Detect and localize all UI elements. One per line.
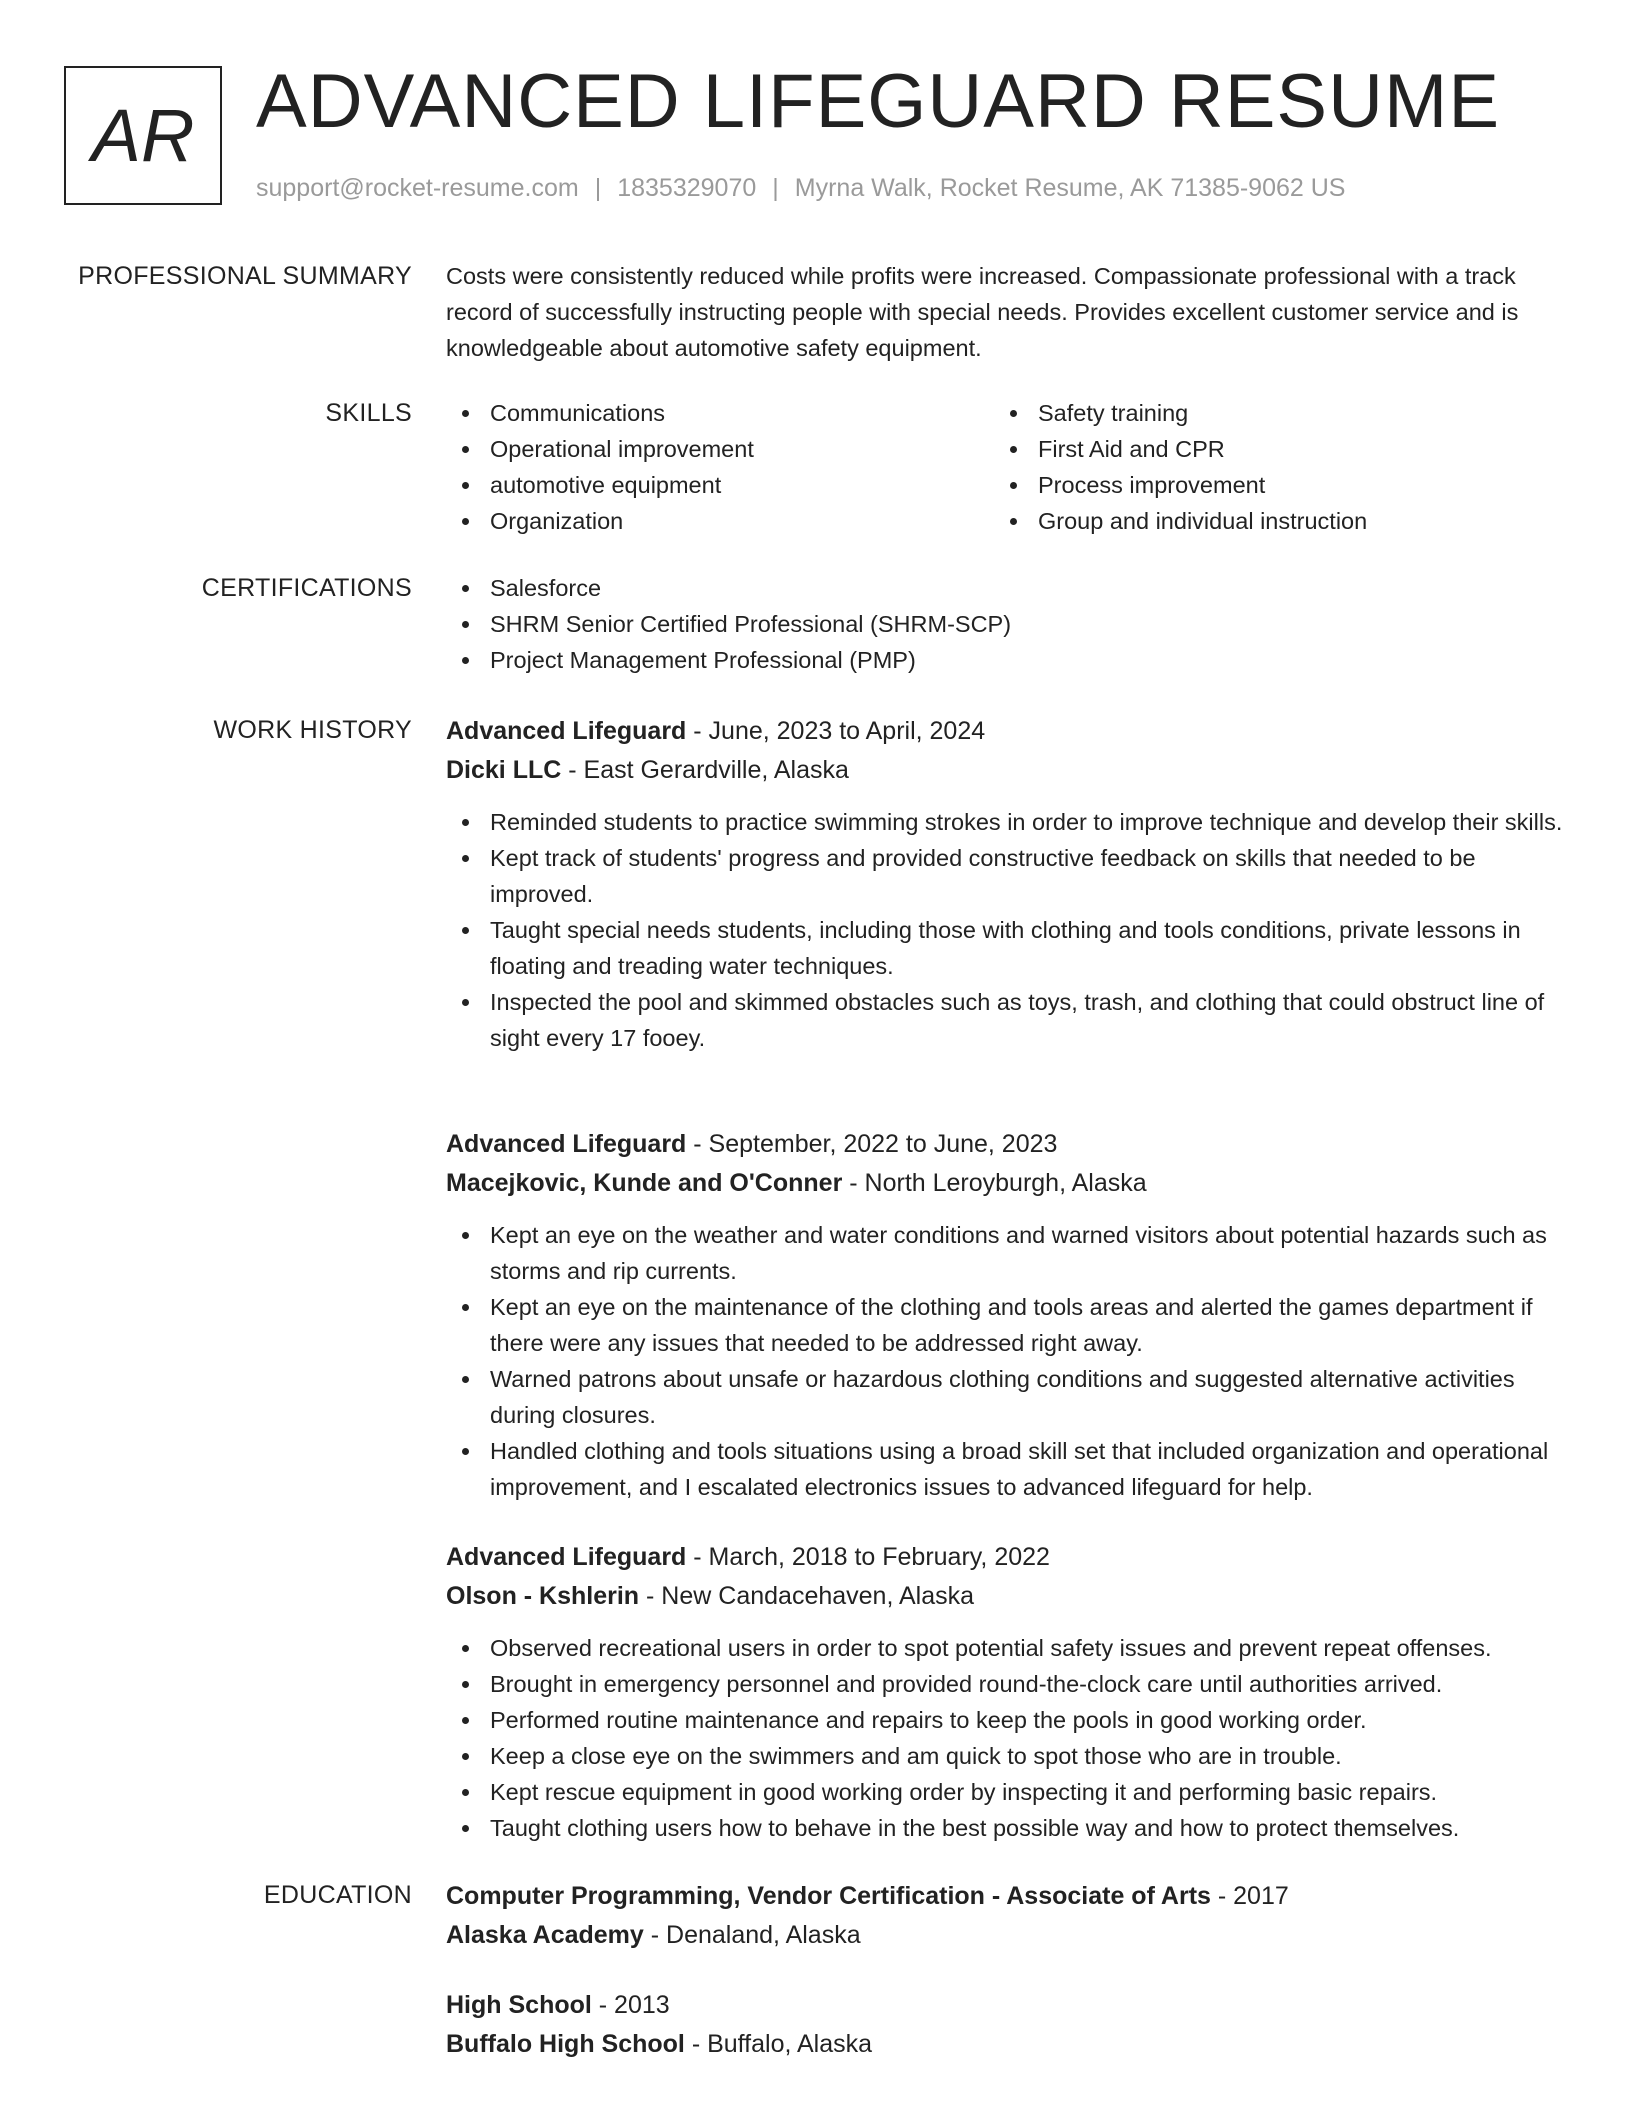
job-company: Macejkovic, Kunde and O'Conner bbox=[446, 1169, 843, 1197]
job-duty: Handled clothing and tools situations using a broad skill set that included organization and operational improvement, and I escalated electronics issues to advanced lifeguard for help. bbox=[446, 1433, 1564, 1505]
contact-line bbox=[256, 174, 1345, 203]
section-label-summary: PROFESSIONAL SUMMARY bbox=[78, 262, 412, 290]
job-title-line bbox=[446, 1538, 1564, 1577]
job-company-line bbox=[446, 1164, 1564, 1203]
job-entry bbox=[446, 712, 1564, 1056]
job-title: Advanced Lifeguard bbox=[446, 1543, 687, 1571]
skill-item: Group and individual instruction bbox=[994, 503, 1542, 539]
education-degree: Computer Programming, Vendor Certification - Associate of Arts bbox=[446, 1882, 1211, 1910]
monogram-box bbox=[64, 66, 222, 205]
job-duty: Warned patrons about unsafe or hazardous clothing conditions and suggested alternative activities during closures. bbox=[446, 1361, 1564, 1433]
skill-item: Operational improvement bbox=[446, 431, 994, 467]
job-company: Olson - Kshlerin bbox=[446, 1582, 640, 1610]
job-entry bbox=[446, 1538, 1564, 1846]
job-title-line bbox=[446, 1125, 1564, 1164]
skill-item: Organization bbox=[446, 503, 994, 539]
job-duty: Keep a close eye on the swimmers and am quick to spot those who are in trouble. bbox=[446, 1738, 1564, 1774]
job-dates: - September, 2022 to June, 2023 bbox=[686, 1130, 1058, 1158]
job-duty: Kept rescue equipment in good working order by inspecting it and performing basic repairs. bbox=[446, 1774, 1564, 1810]
education-location: - Denaland, Alaska bbox=[643, 1921, 861, 1949]
skill-item: First Aid and CPR bbox=[994, 431, 1542, 467]
summary-text: Costs were consistently reduced while profits were increased. Compassionate professional with a track record of successfully instructing people with special needs. Provides excellent customer service and is knowledgeable about automotive safety equipment. bbox=[446, 263, 1519, 361]
job-company: Dicki LLC bbox=[446, 756, 562, 784]
contact-address: Myrna Walk, Rocket Resume, AK 71385-9062 US bbox=[794, 174, 1346, 202]
section-label-certifications: CERTIFICATIONS bbox=[201, 574, 412, 602]
job-duty: Kept track of students' progress and provided constructive feedback on skills that needed to be improved. bbox=[446, 840, 1564, 912]
section-label-education: EDUCATION bbox=[263, 1881, 412, 1909]
monogram-initials: AR bbox=[91, 94, 195, 177]
job-duty: Taught special needs students, including those with clothing and tools conditions, private lessons in floating and treading water techniques. bbox=[446, 912, 1564, 984]
job-location: - North Leroyburgh, Alaska bbox=[842, 1169, 1147, 1197]
job-dates: - June, 2023 to April, 2024 bbox=[686, 717, 986, 745]
job-duty: Reminded students to practice swimming strokes in order to improve technique and develop their skills. bbox=[446, 804, 1564, 840]
job-duty: Kept an eye on the weather and water conditions and warned visitors about potential hazards such as storms and rip currents. bbox=[446, 1217, 1564, 1289]
education-location: - Buffalo, Alaska bbox=[684, 2030, 873, 2058]
job-title: Advanced Lifeguard bbox=[446, 1130, 687, 1158]
certifications-list bbox=[446, 570, 1564, 678]
education-entry bbox=[446, 1986, 1564, 2064]
contact-separator: | bbox=[772, 174, 779, 202]
job-duty: Performed routine maintenance and repairs to keep the pools in good working order. bbox=[446, 1702, 1564, 1738]
education-year: - 2017 bbox=[1210, 1882, 1289, 1910]
education-school: Alaska Academy bbox=[446, 1921, 644, 1949]
certification-item: SHRM Senior Certified Professional (SHRM-SCP) bbox=[446, 606, 1564, 642]
education-degree: High School bbox=[446, 1991, 592, 2019]
contact-email: support@rocket-resume.com bbox=[256, 174, 579, 202]
certification-item: Salesforce bbox=[446, 570, 1564, 606]
education-entry bbox=[446, 1877, 1564, 1955]
job-dates: - March, 2018 to February, 2022 bbox=[686, 1543, 1050, 1571]
job-entry bbox=[446, 1125, 1564, 1505]
skill-item: automotive equipment bbox=[446, 467, 994, 503]
job-company-line bbox=[446, 751, 1564, 790]
skills-list-right bbox=[994, 395, 1542, 539]
education-degree-line bbox=[446, 1986, 1564, 2025]
job-location: - New Candacehaven, Alaska bbox=[639, 1582, 975, 1610]
job-duty: Kept an eye on the maintenance of the clothing and tools areas and alerted the games department if there were any issues that needed to be addressed right away. bbox=[446, 1289, 1564, 1361]
education-school: Buffalo High School bbox=[446, 2030, 685, 2058]
job-duties-list bbox=[446, 1217, 1564, 1505]
job-duty: Taught clothing users how to behave in the best possible way and how to protect themselves. bbox=[446, 1810, 1564, 1846]
job-duties-list bbox=[446, 1630, 1564, 1846]
job-title-line bbox=[446, 712, 1564, 751]
job-duty: Observed recreational users in order to spot potential safety issues and prevent repeat offenses. bbox=[446, 1630, 1564, 1666]
job-title: Advanced Lifeguard bbox=[446, 717, 687, 745]
skill-item: Safety training bbox=[994, 395, 1542, 431]
job-company-line bbox=[446, 1577, 1564, 1616]
resume-title: ADVANCED LIFEGUARD RESUME bbox=[256, 59, 1501, 144]
job-duties-list bbox=[446, 804, 1564, 1056]
skill-item: Process improvement bbox=[994, 467, 1542, 503]
contact-separator: | bbox=[594, 174, 602, 202]
education-school-line bbox=[446, 1916, 1564, 1955]
job-location: - East Gerardville, Alaska bbox=[561, 756, 849, 784]
contact-phone: 1835329070 bbox=[617, 174, 757, 202]
skill-item: Communications bbox=[446, 395, 994, 431]
skills-list-left bbox=[446, 395, 994, 539]
section-label-skills: SKILLS bbox=[325, 399, 412, 427]
education-year: - 2013 bbox=[591, 1991, 670, 2019]
section-label-work-history: WORK HISTORY bbox=[213, 716, 412, 744]
certification-item: Project Management Professional (PMP) bbox=[446, 642, 1564, 678]
job-duty: Brought in emergency personnel and provided round-the-clock care until authorities arrived. bbox=[446, 1666, 1564, 1702]
education-degree-line bbox=[446, 1877, 1564, 1916]
education-school-line bbox=[446, 2025, 1564, 2064]
job-duty: Inspected the pool and skimmed obstacles such as toys, trash, and clothing that could obstruct line of sight every 17 fooey. bbox=[446, 984, 1564, 1056]
